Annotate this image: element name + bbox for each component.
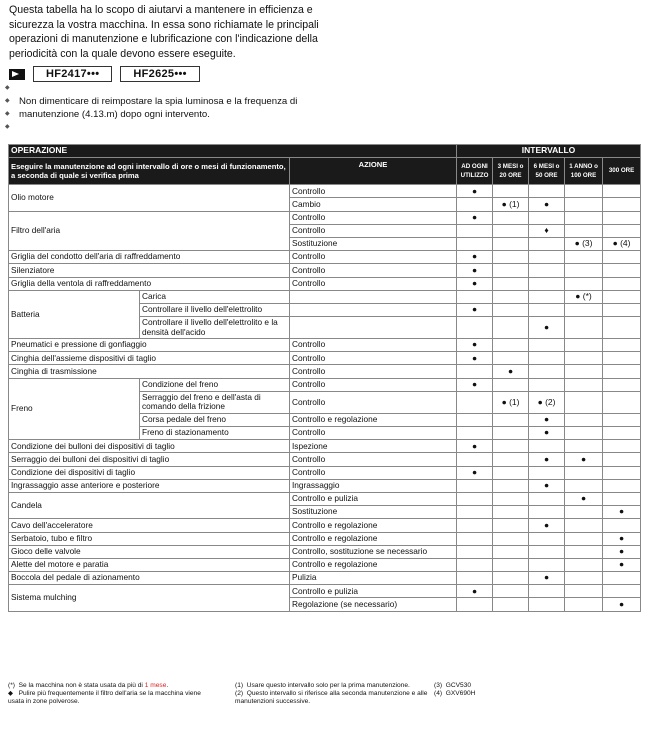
interval-mark-cell bbox=[493, 532, 529, 545]
interval-mark-cell bbox=[565, 413, 603, 426]
table-row bbox=[9, 290, 641, 303]
interval-mark-cell bbox=[493, 317, 529, 339]
interval-mark-cell: ● bbox=[457, 185, 493, 198]
interval-mark-cell bbox=[493, 453, 529, 466]
interval-mark-cell bbox=[565, 251, 603, 264]
interval-mark-cell bbox=[529, 264, 565, 277]
operation-cell: Serraggio dei bulloni dei dispositivi di taglio bbox=[9, 453, 290, 466]
interval-mark-cell bbox=[457, 317, 493, 339]
margin-mark: ◆ bbox=[5, 124, 10, 130]
interval-mark-cell bbox=[529, 558, 565, 571]
interval-mark-cell bbox=[603, 290, 641, 303]
interval-mark-cell bbox=[457, 365, 493, 378]
action-cell: Controllo bbox=[290, 391, 457, 413]
interval-mark-cell bbox=[603, 519, 641, 532]
interval-mark-cell bbox=[457, 427, 493, 440]
interval-mark-cell: ● bbox=[457, 277, 493, 290]
table-row bbox=[9, 558, 641, 571]
interval-mark-cell bbox=[493, 237, 529, 250]
interval-mark-cell bbox=[493, 185, 529, 198]
interval-mark-cell bbox=[457, 519, 493, 532]
interval-mark-cell: ● bbox=[457, 585, 493, 598]
interval-mark-cell bbox=[565, 277, 603, 290]
interval-mark-cell bbox=[457, 558, 493, 571]
table-row bbox=[9, 545, 641, 558]
interval-mark-cell: ● bbox=[457, 378, 493, 391]
interval-mark-cell bbox=[565, 198, 603, 211]
footnote-4: (4) GXV690H bbox=[434, 690, 476, 697]
intro-paragraph: Questa tabella ha lo scopo di aiutarvi a mantenere in efficienza e sicurezza la vostra macchina. In essa sono richiamate le principali operazioni di manutenzione e lubrificazione con l'indicazione della periodicità con la quale devono essere eseguite. bbox=[9, 4, 319, 60]
interval-mark-cell bbox=[603, 317, 641, 339]
table-row bbox=[9, 519, 641, 532]
interval-mark-cell: ● bbox=[493, 365, 529, 378]
interval-mark-cell bbox=[565, 303, 603, 316]
interval-mark-cell: ● bbox=[529, 317, 565, 339]
interval-mark-cell bbox=[529, 185, 565, 198]
arrow-icon bbox=[9, 69, 25, 80]
operation-cell: Cinghia dell'assieme dispositivi di taglio bbox=[9, 352, 290, 365]
interval-mark-cell: ● bbox=[529, 198, 565, 211]
interval-mark-cell bbox=[603, 466, 641, 479]
interval-mark-cell bbox=[603, 264, 641, 277]
interval-mark-cell bbox=[493, 277, 529, 290]
interval-mark-cell bbox=[529, 506, 565, 519]
header-description: Eseguire la manutenzione ad ogni intervallo di ore o mesi di funzionamento, a seconda di quale si verifica prima bbox=[9, 158, 290, 185]
interval-mark-cell bbox=[565, 519, 603, 532]
interval-mark-cell: ● bbox=[603, 506, 641, 519]
table-row bbox=[9, 453, 641, 466]
interval-mark-cell bbox=[565, 352, 603, 365]
interval-mark-cell bbox=[529, 585, 565, 598]
action-cell: Controllo bbox=[290, 466, 457, 479]
interval-mark-cell bbox=[493, 224, 529, 237]
footnote-1: (1) Usare questo intervallo solo per la prima manutenzione. bbox=[235, 682, 410, 689]
interval-mark-cell bbox=[565, 317, 603, 339]
interval-mark-cell bbox=[529, 237, 565, 250]
interval-mark-cell bbox=[493, 519, 529, 532]
interval-mark-cell bbox=[603, 453, 641, 466]
sub-operation-cell: Controllare il livello dell'elettrolito e la densità dell'acido bbox=[140, 317, 290, 339]
interval-mark-cell bbox=[603, 440, 641, 453]
interval-mark-cell bbox=[529, 365, 565, 378]
footnote-diamond: ◆ Pulire più frequentemente il filtro dell'aria se la macchina viene usata in zone polverose. bbox=[8, 690, 201, 705]
interval-mark-cell bbox=[565, 339, 603, 352]
operation-cell: Silenziatore bbox=[9, 264, 290, 277]
model-selector bbox=[9, 66, 200, 82]
interval-mark-cell bbox=[529, 277, 565, 290]
interval-mark-cell: ● bbox=[457, 440, 493, 453]
action-cell: Controllo bbox=[290, 277, 457, 290]
interval-mark-cell bbox=[457, 413, 493, 426]
footnote-star: (*) Se la macchina non è stata usata da più di 1 mese. bbox=[8, 682, 169, 689]
interval-mark-cell bbox=[603, 251, 641, 264]
action-cell: Controllo bbox=[290, 211, 457, 224]
header-col-3: 1 ANNO o 100 ORE bbox=[565, 158, 603, 185]
interval-mark-cell bbox=[603, 585, 641, 598]
interval-mark-cell bbox=[457, 479, 493, 492]
operation-cell: Candela bbox=[9, 492, 290, 518]
table-row bbox=[9, 585, 641, 598]
interval-mark-cell bbox=[493, 427, 529, 440]
interval-mark-cell bbox=[565, 532, 603, 545]
action-cell: Controllo bbox=[290, 378, 457, 391]
operation-cell: Batteria bbox=[9, 290, 140, 338]
interval-mark-cell: ● (*) bbox=[565, 290, 603, 303]
header-col-4: 300 ORE bbox=[603, 158, 641, 185]
table-row bbox=[9, 572, 641, 585]
action-cell bbox=[290, 317, 457, 339]
interval-mark-cell: ● bbox=[457, 211, 493, 224]
interval-mark-cell bbox=[457, 572, 493, 585]
interval-mark-cell bbox=[565, 365, 603, 378]
sub-operation-cell: Controllare il livello dell'elettrolito bbox=[140, 303, 290, 316]
operation-cell: Cavo dell'acceleratore bbox=[9, 519, 290, 532]
table-row bbox=[9, 440, 641, 453]
interval-mark-cell: ● bbox=[603, 545, 641, 558]
table-row bbox=[9, 532, 641, 545]
interval-mark-cell: ♦ bbox=[529, 224, 565, 237]
interval-mark-cell bbox=[565, 572, 603, 585]
interval-mark-cell bbox=[603, 479, 641, 492]
interval-mark-cell bbox=[529, 440, 565, 453]
action-cell: Sostituzione bbox=[290, 237, 457, 250]
interval-mark-cell bbox=[565, 479, 603, 492]
interval-mark-cell bbox=[565, 378, 603, 391]
interval-mark-cell bbox=[603, 492, 641, 505]
action-cell: Regolazione (se necessario) bbox=[290, 598, 457, 611]
interval-mark-cell bbox=[529, 545, 565, 558]
action-cell: Controllo e pulizia bbox=[290, 585, 457, 598]
interval-mark-cell bbox=[565, 558, 603, 571]
interval-mark-cell: ● bbox=[529, 572, 565, 585]
interval-mark-cell bbox=[493, 545, 529, 558]
interval-mark-cell bbox=[603, 198, 641, 211]
interval-mark-cell: ● bbox=[457, 339, 493, 352]
interval-mark-cell bbox=[565, 440, 603, 453]
operation-cell: Gioco delle valvole bbox=[9, 545, 290, 558]
interval-mark-cell: ● (3) bbox=[565, 237, 603, 250]
interval-mark-cell bbox=[603, 391, 641, 413]
header-operazione: OPERAZIONE bbox=[9, 145, 457, 158]
interval-mark-cell bbox=[493, 378, 529, 391]
interval-mark-cell bbox=[457, 391, 493, 413]
interval-mark-cell: ● bbox=[529, 427, 565, 440]
interval-mark-cell bbox=[493, 585, 529, 598]
interval-mark-cell bbox=[493, 558, 529, 571]
interval-mark-cell bbox=[603, 572, 641, 585]
interval-mark-cell: ● bbox=[529, 413, 565, 426]
interval-mark-cell bbox=[603, 413, 641, 426]
interval-mark-cell bbox=[529, 352, 565, 365]
interval-mark-cell bbox=[493, 479, 529, 492]
interval-mark-cell bbox=[603, 352, 641, 365]
interval-mark-cell: ● bbox=[457, 303, 493, 316]
sub-operation-cell: Corsa pedale del freno bbox=[140, 413, 290, 426]
reset-note: Non dimenticare di reimpostare la spia luminosa e la frequenza di manutenzione (4.13.m) dopo ogni intervento. bbox=[19, 96, 298, 120]
interval-mark-cell bbox=[529, 303, 565, 316]
interval-mark-cell bbox=[529, 466, 565, 479]
interval-mark-cell bbox=[457, 506, 493, 519]
action-cell: Controllo e regolazione bbox=[290, 532, 457, 545]
interval-mark-cell bbox=[493, 598, 529, 611]
interval-mark-cell bbox=[603, 365, 641, 378]
interval-mark-cell: ● bbox=[565, 492, 603, 505]
interval-mark-cell: ● bbox=[529, 479, 565, 492]
interval-mark-cell bbox=[493, 290, 529, 303]
margin-mark: ◆ bbox=[5, 98, 10, 104]
table-row bbox=[9, 378, 641, 391]
model-badge-2: HF2625••• bbox=[120, 66, 199, 82]
operation-cell: Griglia del condotto dell'aria di raffreddamento bbox=[9, 251, 290, 264]
interval-mark-cell bbox=[493, 303, 529, 316]
interval-mark-cell bbox=[493, 211, 529, 224]
action-cell: Cambio bbox=[290, 198, 457, 211]
interval-mark-cell: ● bbox=[565, 453, 603, 466]
interval-mark-cell: ● bbox=[603, 532, 641, 545]
interval-mark-cell: ● (1) bbox=[493, 391, 529, 413]
table-row bbox=[9, 466, 641, 479]
interval-mark-cell bbox=[493, 440, 529, 453]
footnote-2: (2) Questo intervallo si riferisce alla seconda manutenzione e alle manutenzioni successive. bbox=[235, 690, 428, 705]
interval-mark-cell bbox=[565, 211, 603, 224]
interval-mark-cell bbox=[457, 290, 493, 303]
interval-mark-cell bbox=[603, 427, 641, 440]
header-intervallo: INTERVALLO bbox=[457, 145, 641, 158]
operation-cell: Freno bbox=[9, 378, 140, 440]
interval-mark-cell bbox=[493, 352, 529, 365]
interval-mark-cell bbox=[565, 224, 603, 237]
interval-mark-cell bbox=[529, 339, 565, 352]
operation-cell: Pneumatici e pressione di gonfiaggio bbox=[9, 339, 290, 352]
action-cell: Controllo e regolazione bbox=[290, 519, 457, 532]
action-cell: Controllo bbox=[290, 427, 457, 440]
interval-mark-cell: ● (2) bbox=[529, 391, 565, 413]
interval-mark-cell bbox=[565, 427, 603, 440]
action-cell: Controllo bbox=[290, 352, 457, 365]
action-cell: Ingrassaggio bbox=[290, 479, 457, 492]
interval-mark-cell: ● bbox=[603, 558, 641, 571]
interval-mark-cell bbox=[529, 251, 565, 264]
interval-mark-cell bbox=[603, 277, 641, 290]
operation-cell: Serbatoio, tubo e filtro bbox=[9, 532, 290, 545]
interval-mark-cell bbox=[493, 413, 529, 426]
interval-mark-cell bbox=[493, 339, 529, 352]
action-cell: Controllo bbox=[290, 453, 457, 466]
footnote-3: (3) GCV530 bbox=[434, 682, 472, 689]
interval-mark-cell: ● bbox=[603, 598, 641, 611]
operation-cell: Boccola del pedale di azionamento bbox=[9, 572, 290, 585]
interval-mark-cell bbox=[529, 211, 565, 224]
action-cell bbox=[290, 303, 457, 316]
interval-mark-cell bbox=[529, 532, 565, 545]
interval-mark-cell bbox=[529, 378, 565, 391]
interval-mark-cell bbox=[565, 598, 603, 611]
action-cell: Controllo bbox=[290, 185, 457, 198]
sub-operation-cell: Freno di stazionamento bbox=[140, 427, 290, 440]
operation-cell: Condizione dei bulloni dei dispositivi di taglio bbox=[9, 440, 290, 453]
interval-mark-cell bbox=[565, 585, 603, 598]
operation-cell: Sistema mulching bbox=[9, 585, 290, 611]
model-badge-1: HF2417••• bbox=[33, 66, 112, 82]
interval-mark-cell bbox=[565, 466, 603, 479]
interval-mark-cell bbox=[603, 339, 641, 352]
table-row bbox=[9, 365, 641, 378]
interval-mark-cell bbox=[457, 224, 493, 237]
action-cell: Controllo e regolazione bbox=[290, 558, 457, 571]
sub-operation-cell: Serraggio del freno e dell'asta di comando della frizione bbox=[140, 391, 290, 413]
header-azione: AZIONE bbox=[290, 158, 457, 185]
interval-mark-cell: ● (4) bbox=[603, 237, 641, 250]
operation-cell: Alette del motore e paratia bbox=[9, 558, 290, 571]
table-row bbox=[9, 492, 641, 505]
table-row bbox=[9, 352, 641, 365]
interval-mark-cell bbox=[565, 391, 603, 413]
interval-mark-cell bbox=[457, 237, 493, 250]
table-row bbox=[9, 277, 641, 290]
margin-mark: ◆ bbox=[5, 85, 10, 91]
interval-mark-cell bbox=[493, 506, 529, 519]
interval-mark-cell: ● bbox=[457, 251, 493, 264]
interval-mark-cell: ● bbox=[457, 264, 493, 277]
interval-mark-cell: ● bbox=[529, 519, 565, 532]
interval-mark-cell bbox=[529, 290, 565, 303]
interval-mark-cell bbox=[603, 378, 641, 391]
table-row bbox=[9, 185, 641, 198]
interval-mark-cell bbox=[493, 572, 529, 585]
operation-cell: Condizione dei dispositivi di taglio bbox=[9, 466, 290, 479]
header-col-1: 3 MESI o 20 ORE bbox=[493, 158, 529, 185]
interval-mark-cell bbox=[493, 492, 529, 505]
interval-mark-cell bbox=[457, 198, 493, 211]
action-cell: Controllo, sostituzione se necessario bbox=[290, 545, 457, 558]
interval-mark-cell bbox=[565, 545, 603, 558]
action-cell: Controllo e regolazione bbox=[290, 413, 457, 426]
interval-mark-cell bbox=[457, 545, 493, 558]
interval-mark-cell bbox=[565, 506, 603, 519]
action-cell: Controllo bbox=[290, 365, 457, 378]
sub-operation-cell: Carica bbox=[140, 290, 290, 303]
operation-cell: Ingrassaggio asse anteriore e posteriore bbox=[9, 479, 290, 492]
interval-mark-cell: ● (1) bbox=[493, 198, 529, 211]
interval-mark-cell bbox=[493, 251, 529, 264]
action-cell: Ispezione bbox=[290, 440, 457, 453]
interval-mark-cell bbox=[493, 466, 529, 479]
table-row bbox=[9, 211, 641, 224]
interval-mark-cell bbox=[565, 264, 603, 277]
table-row bbox=[9, 479, 641, 492]
operation-cell: Filtro dell'aria bbox=[9, 211, 290, 251]
action-cell: Sostituzione bbox=[290, 506, 457, 519]
action-cell: Controllo bbox=[290, 339, 457, 352]
interval-mark-cell: ● bbox=[529, 453, 565, 466]
interval-mark-cell bbox=[457, 598, 493, 611]
table-row bbox=[9, 251, 641, 264]
interval-mark-cell bbox=[603, 211, 641, 224]
table-row bbox=[9, 339, 641, 352]
interval-mark-cell bbox=[603, 303, 641, 316]
sub-operation-cell: Condizione del freno bbox=[140, 378, 290, 391]
action-cell: Controllo e pulizia bbox=[290, 492, 457, 505]
footnotes-left bbox=[8, 682, 218, 706]
maintenance-table bbox=[8, 144, 641, 612]
operation-cell: Griglia della ventola di raffreddamento bbox=[9, 277, 290, 290]
interval-mark-cell bbox=[457, 453, 493, 466]
action-cell: Controllo bbox=[290, 251, 457, 264]
table-row bbox=[9, 264, 641, 277]
action-cell: Controllo bbox=[290, 224, 457, 237]
footnotes-right bbox=[434, 682, 524, 698]
interval-mark-cell: ● bbox=[457, 352, 493, 365]
action-cell: Pulizia bbox=[290, 572, 457, 585]
action-cell bbox=[290, 290, 457, 303]
margin-mark: ◆ bbox=[5, 111, 10, 117]
operation-cell: Olio motore bbox=[9, 185, 290, 211]
interval-mark-cell bbox=[457, 492, 493, 505]
interval-mark-cell bbox=[603, 185, 641, 198]
interval-mark-cell bbox=[565, 185, 603, 198]
footnotes-middle bbox=[235, 682, 430, 706]
interval-mark-cell bbox=[493, 264, 529, 277]
action-cell: Controllo bbox=[290, 264, 457, 277]
interval-mark-cell: ● bbox=[457, 466, 493, 479]
header-col-0: AD OGNI UTILIZZO bbox=[457, 158, 493, 185]
interval-mark-cell bbox=[529, 492, 565, 505]
header-col-2: 6 MESI o 50 ORE bbox=[529, 158, 565, 185]
interval-mark-cell bbox=[457, 532, 493, 545]
interval-mark-cell bbox=[603, 224, 641, 237]
interval-mark-cell bbox=[529, 598, 565, 611]
operation-cell: Cinghia di trasmissione bbox=[9, 365, 290, 378]
